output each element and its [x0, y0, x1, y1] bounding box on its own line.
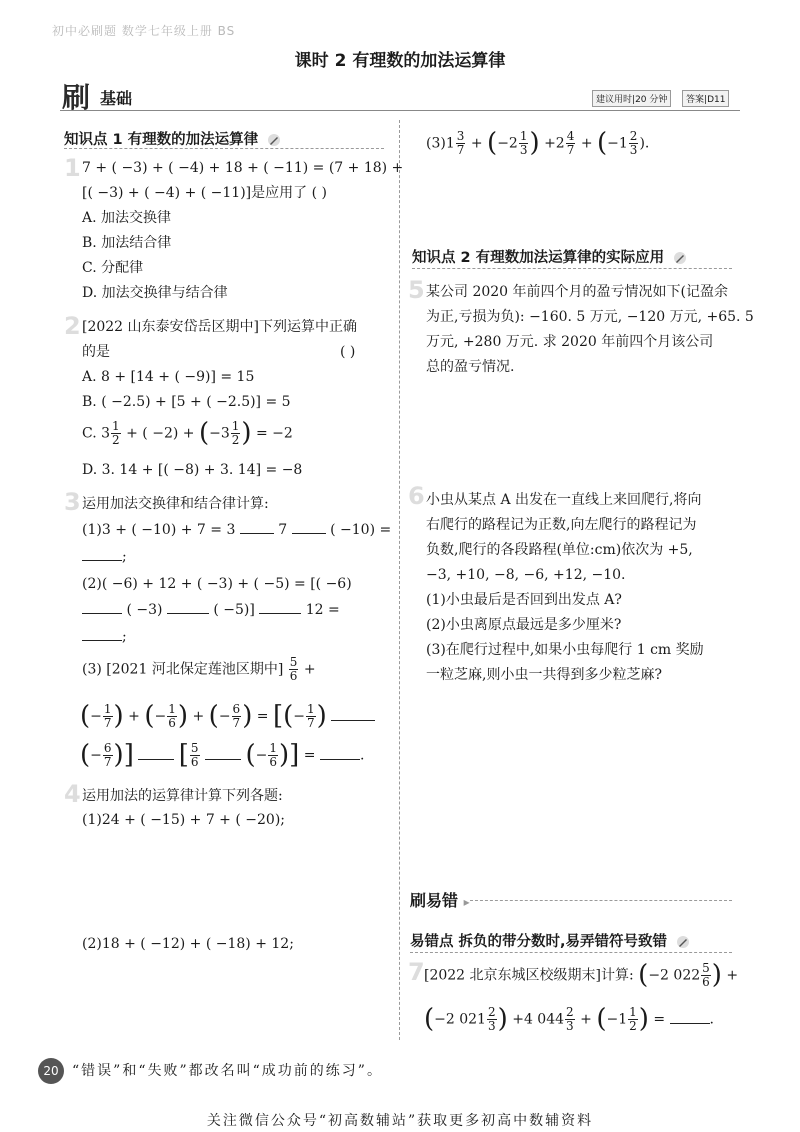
minus: −	[154, 708, 167, 725]
answer-tag: 答案|D11	[682, 90, 729, 107]
q6-line1: 小虫从某点 A 出发在一直线上来回爬行,将向	[426, 492, 702, 508]
frac-den: 7	[566, 143, 575, 157]
answer-value: D11	[707, 95, 726, 105]
section-basic: 基础	[100, 89, 133, 108]
q5-line1: 某公司 2020 年前四个月的盈亏情况如下(记盈余	[426, 284, 728, 300]
frac-den: 3	[566, 1019, 574, 1033]
mistake-rule	[410, 952, 732, 953]
frac-num: 2	[487, 1005, 496, 1019]
q3-part2-cont	[82, 598, 340, 623]
answer-blank[interactable]	[82, 559, 122, 561]
frac-neg-1-7	[103, 703, 113, 730]
answer-blank[interactable]	[670, 1022, 710, 1024]
kp2-label: 知识点 2 有理数加法运算律的实际应用	[412, 250, 665, 266]
minus: −	[255, 747, 268, 764]
answer-blank[interactable]	[205, 758, 241, 760]
frac-num: 1	[168, 702, 176, 716]
page-number: 20	[38, 1058, 64, 1084]
frac-den: 3	[487, 1019, 496, 1033]
frac-num: 1	[269, 741, 277, 755]
q3-part1-tail	[82, 545, 127, 570]
frac-neg-1-6	[167, 703, 177, 730]
paren-close: )	[241, 418, 252, 448]
pencil-icon	[676, 935, 690, 949]
frac-den: 7	[103, 755, 112, 769]
bracket-open: [	[272, 701, 284, 731]
minus: −	[218, 708, 231, 725]
mixed-whole: −1	[607, 135, 628, 152]
paren-open: (	[597, 128, 608, 158]
q1-option-a: A. 加法交换律	[82, 210, 172, 226]
frac-den: 6	[702, 975, 710, 989]
q3p2-c: ( −5)]	[213, 602, 255, 618]
question-number-6: 6	[408, 482, 425, 510]
paren-close: )	[711, 960, 722, 990]
frac-3-7	[456, 130, 466, 157]
bracket-open: [	[178, 740, 189, 770]
question-number-1: 1	[64, 154, 81, 182]
answer-blank[interactable]	[82, 639, 122, 641]
plus-sign: +	[192, 708, 205, 725]
q3p2-b: ( −3)	[126, 602, 163, 618]
q1-option-c: C. 分配律	[82, 260, 144, 276]
pencil-icon	[673, 251, 687, 265]
frac-num: 5	[702, 961, 710, 975]
frac-den: 3	[519, 143, 528, 157]
question-number-3: 3	[64, 488, 81, 516]
frac-neg-1-7	[306, 703, 316, 730]
paren-close: )	[316, 701, 327, 731]
q2c-frac1	[111, 420, 121, 447]
mixed-whole: −2 022	[648, 967, 701, 984]
paren-open: (	[596, 1004, 607, 1034]
q6-line2: 右爬行的路程记为正数,向左爬行的路程记为	[426, 517, 697, 533]
frac-num: 1	[629, 1005, 637, 1019]
q4-part2: (2)18 + ( −12) + ( −18) + 12;	[82, 936, 294, 952]
frac-neg-1-6	[268, 742, 278, 769]
paren-close: )	[278, 740, 290, 770]
frac-num: 3	[456, 129, 465, 143]
frac-num: 2	[566, 1005, 574, 1019]
equals-sign: =	[303, 747, 316, 764]
paren-close: )	[529, 128, 540, 158]
frac-num: 1	[231, 419, 240, 433]
knowledge-point-2	[412, 246, 687, 267]
mixed-whole: −2 021	[434, 1011, 486, 1028]
footer-quote: “错误”和“失败”都改名叫“成功前的练习”。	[72, 1063, 383, 1079]
q3p3-frac-5-6	[289, 656, 299, 683]
frac-5-6	[701, 962, 711, 989]
brand-logo: 刷	[62, 81, 91, 114]
paren-close: )	[497, 1004, 508, 1034]
mixed-whole: −2	[497, 135, 518, 152]
q3-part3-line3	[80, 742, 364, 769]
minus: −	[90, 708, 102, 725]
footer-promo: 关注微信公众号“初高数辅站”获取更多初高中数辅资料	[206, 1113, 594, 1129]
frac-2-3	[629, 130, 639, 157]
q6-line3: 负数,爬行的各段路程(单位:cm)依次为 +5,	[426, 542, 693, 558]
paren-open: (	[80, 740, 91, 770]
q4-intro: 运用加法的运算律计算下列各题:	[82, 788, 283, 804]
q2c-frac2	[231, 420, 241, 447]
plus-sign: +	[470, 135, 483, 152]
frac-num: 2	[629, 129, 638, 143]
paren-open: (	[208, 701, 219, 731]
time-label: 建议用时	[596, 95, 633, 105]
answer-blank[interactable]	[331, 719, 375, 721]
period: .	[709, 1011, 714, 1028]
q2-option-b: B. ( −2.5) + [5 + ( −2.5)] = 5	[82, 394, 291, 410]
q7-line1	[424, 962, 738, 989]
q5-line3: 万元, +280 万元. 求 2020 年前四个月该公司	[426, 334, 714, 350]
q3-part3	[82, 656, 316, 683]
q1-line2: [( −3) + ( −4) + ( −11)]是应用了 ( )	[82, 185, 327, 201]
bracket-close: ]	[123, 740, 134, 770]
q2c-neg-whole: −3	[209, 425, 230, 442]
frac-num: 5	[289, 655, 298, 669]
end: ).	[639, 135, 650, 152]
q3p1-a: (1)3 + ( −10) + 7 = 3	[82, 522, 236, 538]
frac-num: 6	[103, 741, 112, 755]
time-tag: 建议用时|20 分钟	[592, 90, 671, 107]
paren-open: (	[638, 960, 649, 990]
answer-blank[interactable]	[320, 758, 360, 760]
equals-sign: =	[256, 708, 269, 725]
q3-part3-line2	[80, 703, 375, 730]
paren-open: (	[283, 701, 294, 731]
q6-line5: (1)小虫最后是否回到出发点 A?	[426, 592, 622, 608]
paren-open: (	[245, 740, 256, 770]
kp1-label: 知识点 1 有理数的加法运算律	[64, 132, 259, 148]
q4-part1: (1)24 + ( −15) + 7 + ( −20);	[82, 812, 285, 828]
frac-5-6	[190, 742, 200, 769]
q3-part3-right	[426, 130, 649, 157]
q1-option-b: B. 加法结合律	[82, 235, 172, 251]
answer-blank[interactable]	[138, 758, 174, 760]
time-value: 20 分钟	[635, 95, 668, 105]
q5-line2: 为正,亏损为负): −160. 5 万元, −120 万元, +65. 5	[426, 309, 754, 325]
paren-open: (	[80, 701, 91, 731]
q2-option-a: A. 8 + [14 + ( −9)] = 15	[82, 369, 255, 385]
q2-option-d: D. 3. 14 + [( −8) + 3. 14] = −8	[82, 462, 303, 478]
paren-open: (	[487, 128, 498, 158]
paren-close: )	[638, 1004, 649, 1034]
frac-den: 6	[289, 669, 298, 683]
q3p1-b: 7	[278, 522, 288, 538]
semicolon: ;	[122, 629, 127, 645]
q6-line7: (3)在爬行过程中,如果小虫每爬行 1 cm 奖励	[426, 642, 704, 658]
q2-line1: [2022 山东泰安岱岳区期中]下列运算中正确	[82, 319, 358, 335]
frac-den: 6	[168, 716, 176, 730]
plus-sign: +	[580, 135, 593, 152]
plus-sign: +	[580, 1011, 592, 1028]
frac-den: 6	[190, 755, 199, 769]
q6-line8: 一粒芝麻,则小虫一共得到多少粒芝麻?	[426, 667, 662, 683]
q6-line6: (2)小虫离原点最远是多少厘米?	[426, 617, 622, 633]
frac-num: 6	[232, 702, 241, 716]
q1-line1: 7 + ( −3) + ( −4) + 18 + ( −11) = (7 + 18) +	[82, 160, 404, 176]
paren-close: )	[242, 701, 253, 731]
frac-2-3	[487, 1006, 497, 1033]
q2c-whole: C. 3	[82, 425, 111, 442]
kp1-rule	[64, 148, 384, 149]
paren-close: )	[113, 740, 124, 770]
q3p3-source: (3) [2021 河北保定莲池区期中]	[82, 661, 284, 678]
frac-num: 4	[566, 129, 575, 143]
frac-den: 6	[269, 755, 277, 769]
section-mistakes	[410, 888, 470, 911]
knowledge-point-1	[64, 128, 281, 149]
q2-option-c	[82, 420, 293, 447]
q7-line2	[424, 1006, 714, 1033]
frac-num: 5	[190, 741, 199, 755]
q3p3r-lead: (3)1	[426, 135, 455, 152]
q3p1-c: ( −10) =	[330, 522, 392, 538]
answer-blank[interactable]	[259, 612, 301, 614]
mistake-point-label: 易错点 拆负的带分数时,易弄错符号致错	[410, 934, 668, 950]
q2-line2: 的是	[82, 344, 110, 360]
q2c-end: = −2	[256, 425, 293, 442]
arrow-icon: ▸	[463, 895, 470, 909]
mistakes-rule	[470, 900, 732, 901]
plus-sign: +	[726, 967, 739, 984]
kp2-rule	[412, 268, 732, 269]
q3-part2: (2)( −6) + 12 + ( −3) + ( −5) = [( −6)	[82, 576, 352, 592]
equals-sign: =	[653, 1011, 666, 1028]
mistake-point	[410, 930, 690, 951]
q3-part1	[82, 518, 391, 543]
q7-mid: +4 044	[512, 1011, 565, 1028]
plus-sign: +	[303, 661, 316, 678]
frac-den: 7	[456, 143, 465, 157]
series-label: 初中必刷题 数学七年级上册 BS	[52, 24, 236, 38]
column-divider	[399, 120, 400, 1040]
paren-close: )	[113, 701, 124, 731]
answer-blank[interactable]	[82, 612, 122, 614]
q7-source: [2022 北京东城区校级期末]计算:	[424, 967, 639, 984]
pencil-icon	[267, 133, 281, 147]
frac-den: 7	[103, 716, 112, 730]
minus: −	[293, 708, 306, 725]
q3-intro: 运用加法交换律和结合律计算:	[82, 496, 269, 512]
bracket-close: ]	[289, 740, 300, 770]
question-number-4: 4	[64, 780, 81, 808]
frac-den: 7	[307, 716, 315, 730]
question-number-7: 7	[408, 958, 425, 986]
plus-whole: +2	[544, 135, 565, 152]
q5-line4: 总的盈亏情况.	[426, 359, 515, 375]
header-rule	[60, 110, 740, 111]
minus: −	[90, 747, 102, 764]
question-number-2: 2	[64, 312, 81, 340]
period: .	[359, 747, 365, 764]
question-number-5: 5	[408, 276, 425, 304]
frac-num: 1	[112, 419, 120, 433]
frac-den: 7	[232, 716, 241, 730]
q3p2-d: 12 =	[305, 602, 340, 618]
frac-num: 1	[307, 702, 315, 716]
page-title: 课时 2 有理数的加法运算律	[294, 51, 506, 71]
semicolon: ;	[122, 549, 127, 565]
frac-2-3	[565, 1006, 575, 1033]
q6-line4: −3, +10, −8, −6, +12, −10.	[426, 567, 626, 583]
frac-den: 3	[629, 143, 638, 157]
answer-blank[interactable]	[167, 612, 209, 614]
frac-den: 2	[629, 1019, 637, 1033]
q3-part2-tail	[82, 625, 127, 650]
paren-open: (	[144, 701, 155, 731]
paren-close: )	[177, 701, 189, 731]
paren-open: (	[424, 1004, 435, 1034]
frac-num: 1	[519, 129, 528, 143]
q1-option-d: D. 加法交换律与结合律	[82, 285, 228, 301]
q2-answer-paren: ( )	[340, 344, 356, 360]
frac-4-7	[566, 130, 576, 157]
answer-blank[interactable]	[292, 532, 326, 534]
answer-label: 答案	[686, 95, 705, 105]
plus-sign: +	[128, 708, 140, 725]
frac-neg-6-7	[232, 703, 242, 730]
frac-neg-6-7	[103, 742, 113, 769]
q2c-mid: + ( −2) +	[126, 425, 195, 442]
frac-den: 2	[112, 433, 120, 447]
frac-num: 1	[103, 702, 112, 716]
answer-blank[interactable]	[240, 532, 274, 534]
frac-den: 2	[231, 433, 240, 447]
mistakes-label: 刷易错	[410, 891, 459, 910]
paren-open: (	[198, 418, 210, 448]
mixed-whole: −1	[606, 1011, 628, 1028]
frac-1-3	[519, 130, 529, 157]
frac-1-2	[628, 1006, 638, 1033]
